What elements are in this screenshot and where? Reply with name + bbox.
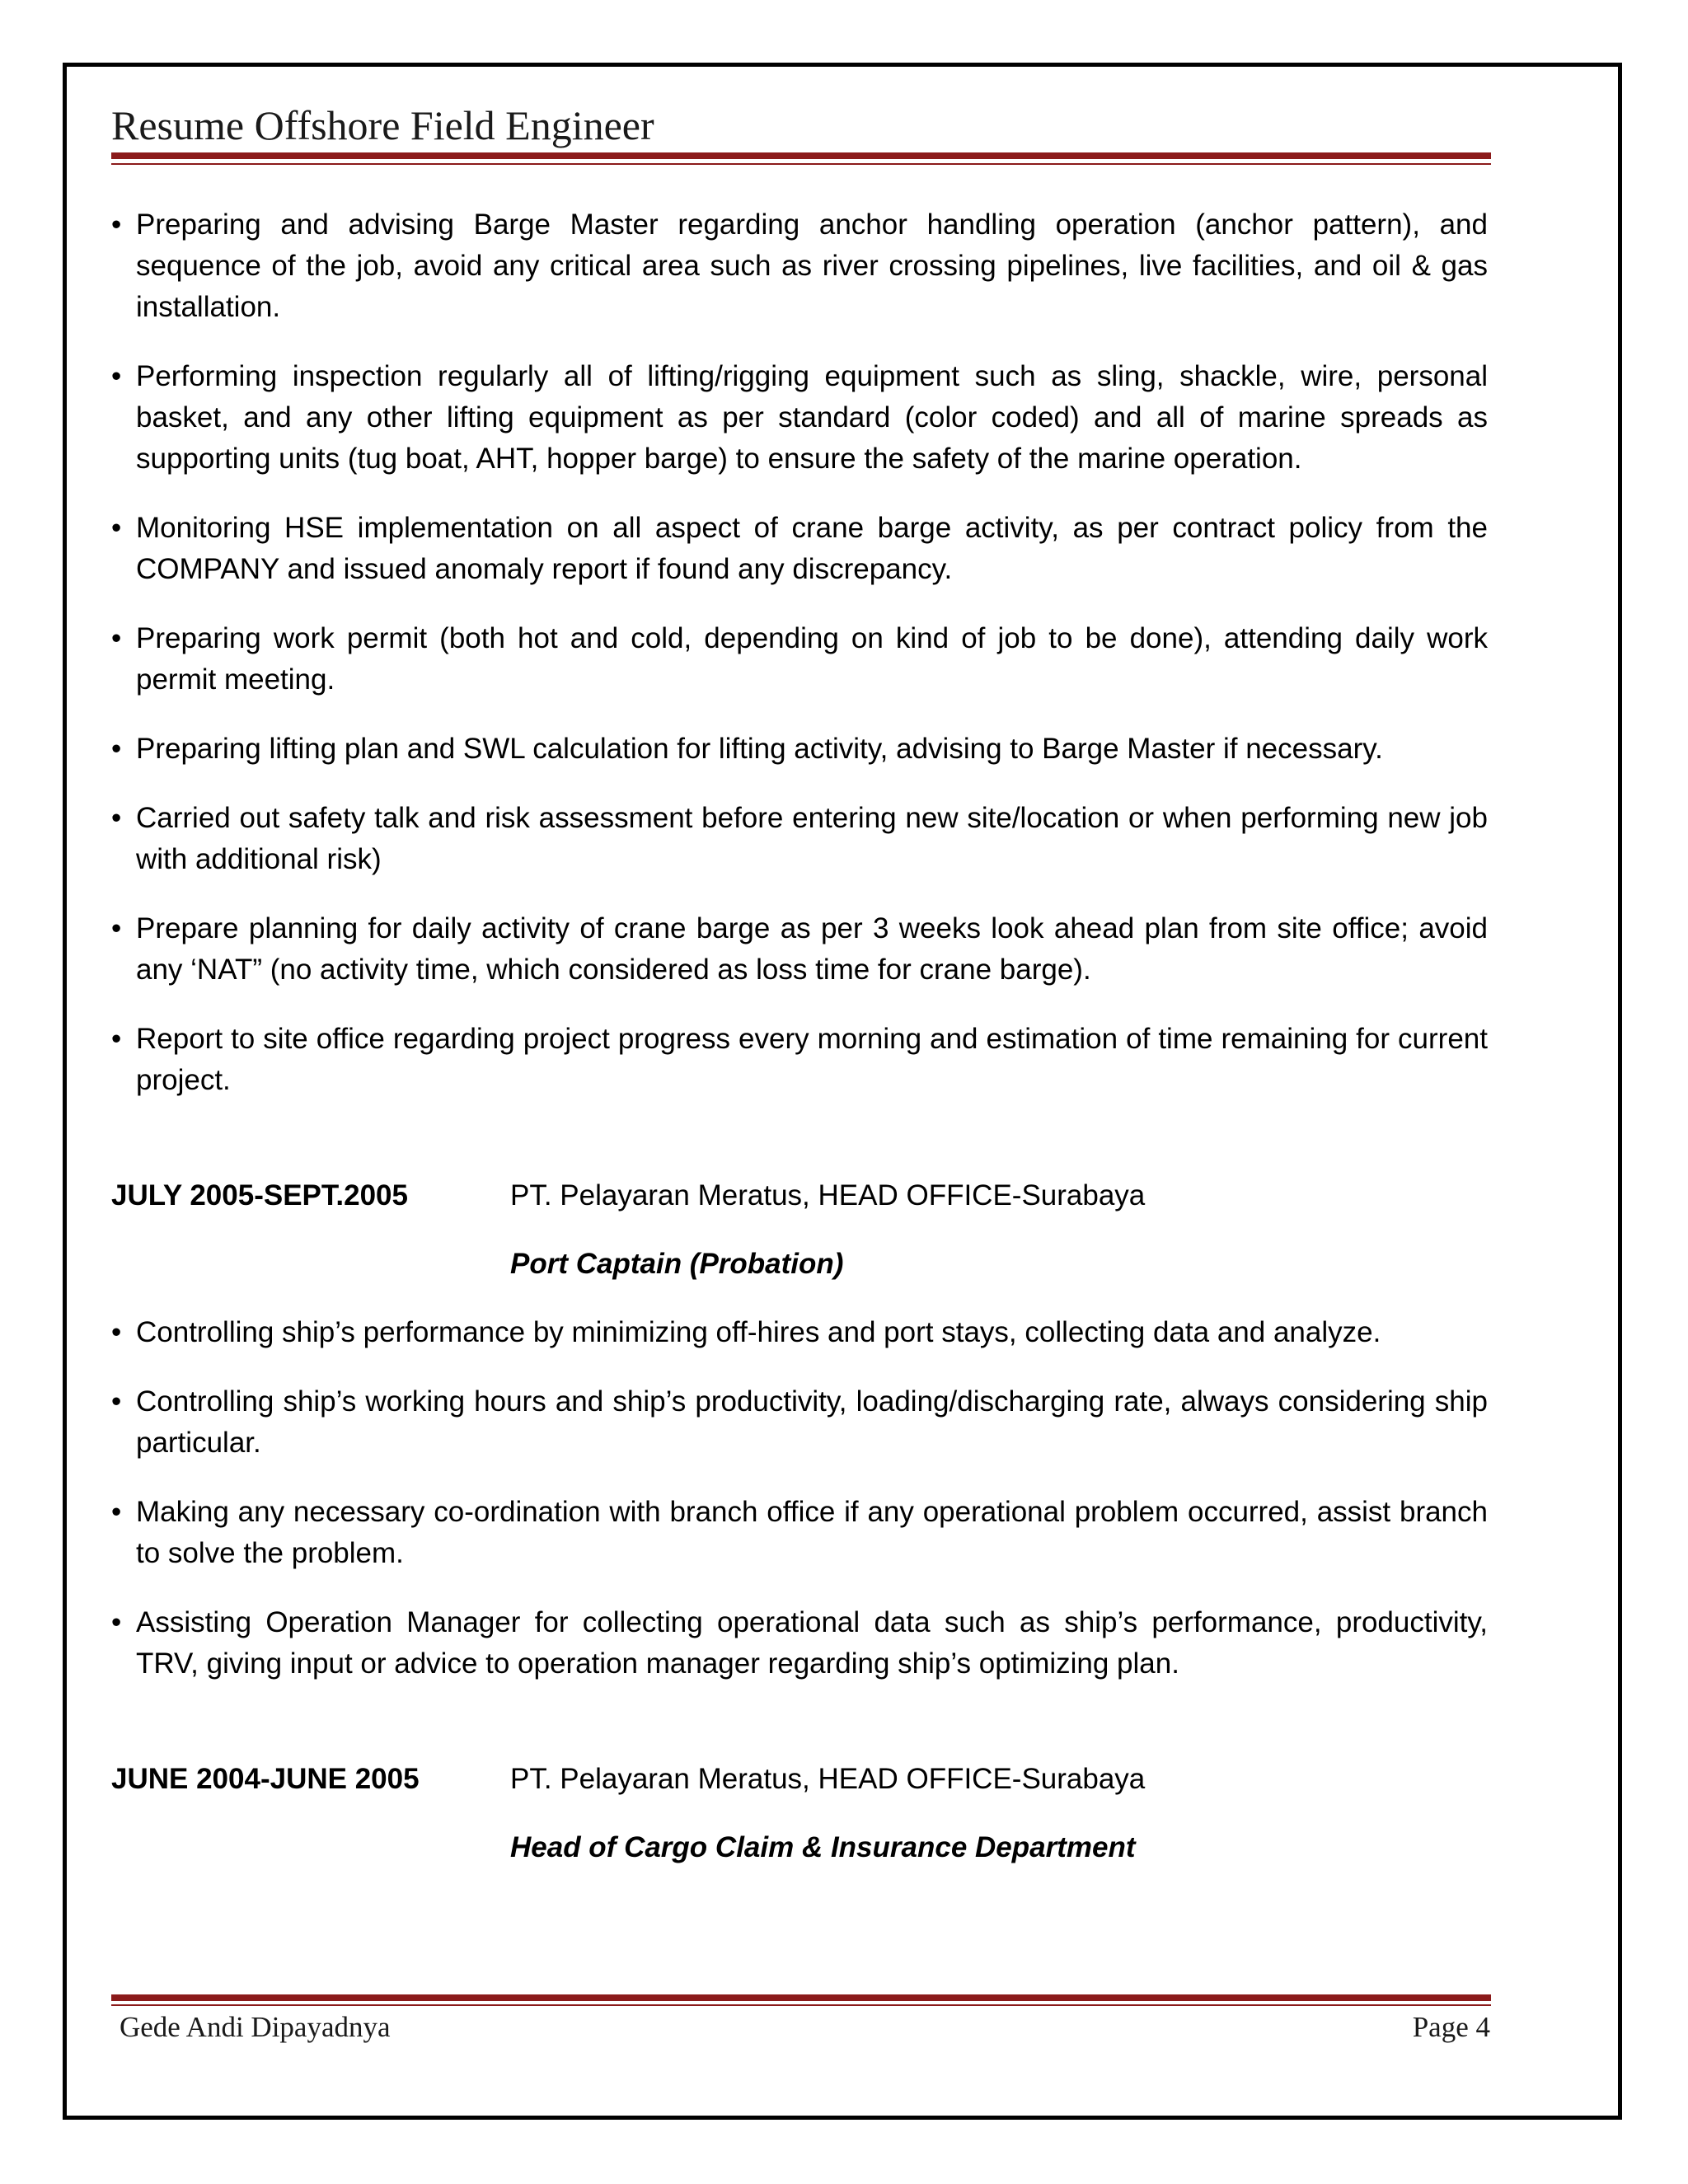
bullet-text: Assisting Operation Manager for collecting operational data such as ship’s performance, productivity, TRV, giving input or advice to operation manager regarding ship’s optimizing plan. xyxy=(136,1606,1488,1680)
job-header-row xyxy=(111,1175,1488,1216)
bullet-text: Making any necessary co-ordination with branch office if any operational problem occurred, assist branch to solve the problem. xyxy=(136,1496,1488,1569)
bullet-icon: • xyxy=(111,1496,122,1528)
duties-list-port-captain xyxy=(111,1312,1488,1685)
list-item xyxy=(111,618,1488,701)
list-item xyxy=(111,1602,1488,1685)
bullet-icon: • xyxy=(111,1606,122,1638)
header-rule-thin xyxy=(111,163,1491,165)
bullet-icon: • xyxy=(111,912,122,944)
list-item xyxy=(111,908,1488,991)
bullet-text: Performing inspection regularly all of lifting/rigging equipment such as sling, shackle, wire, personal basket, and any other lifting equipment as per standard (color coded) and all of marine spreads as supporting units (tug boat, AHT, hopper barge) to ensure the safety of the marine operation. xyxy=(136,360,1488,475)
bullet-text: Report to site office regarding project progress every morning and estimation of time remaining for current project. xyxy=(136,1023,1488,1096)
job-header-row xyxy=(111,1759,1488,1800)
bullet-icon: • xyxy=(111,360,122,392)
bullet-text: Carried out safety talk and risk assessment before entering new site/location or when performing new job with additional risk) xyxy=(136,802,1488,875)
job-entry-cargo-claim xyxy=(111,1759,1488,1868)
bullet-icon: • xyxy=(111,1023,122,1055)
bullet-icon: • xyxy=(111,622,122,654)
bullet-icon: • xyxy=(111,512,122,544)
duties-list-section1 xyxy=(111,204,1488,1101)
footer-rule-thin xyxy=(111,2004,1491,2006)
bullet-text: Prepare planning for daily activity of crane barge as per 3 weeks look ahead plan from site office; avoid any ‘NAT” (no activity time, which considered as loss time for crane barge). xyxy=(136,912,1488,986)
job-position: Head of Cargo Claim & Insurance Department xyxy=(510,1831,1136,1863)
bullet-icon: • xyxy=(111,1316,122,1348)
bullet-icon: • xyxy=(111,1385,122,1418)
list-item xyxy=(111,356,1488,480)
document-title: Resume Offshore Field Engineer xyxy=(111,102,654,148)
list-item xyxy=(111,729,1488,770)
list-item xyxy=(111,1312,1488,1353)
list-item xyxy=(111,1381,1488,1464)
bullet-text: Preparing work permit (both hot and cold, depending on kind of job to be done), attending daily work permit meeting. xyxy=(136,622,1488,696)
bullet-text: Controlling ship’s working hours and ship’s productivity, loading/discharging rate, always considering ship particular. xyxy=(136,1385,1488,1459)
job-position: Port Captain (Probation) xyxy=(510,1248,844,1280)
bullet-text: Preparing lifting plan and SWL calculation for lifting activity, advising to Barge Master if necessary. xyxy=(136,733,1383,765)
bullet-text: Preparing and advising Barge Master regarding anchor handling operation (anchor pattern), and sequence of the job, avoid any critical area such as river crossing pipelines, live facilities, and oil & gas installation. xyxy=(136,209,1488,323)
list-item xyxy=(111,798,1488,880)
list-item xyxy=(111,1019,1488,1101)
footer-page-number: Page 4 xyxy=(1412,2011,1490,2043)
job-dates: JULY 2005-SEPT.2005 xyxy=(111,1179,408,1212)
list-item xyxy=(111,1492,1488,1574)
bullet-icon: • xyxy=(111,733,122,765)
bullet-text: Controlling ship’s performance by minimizing off-hires and port stays, collecting data and analyze. xyxy=(136,1316,1381,1348)
job-company: PT. Pelayaran Meratus, HEAD OFFICE-Surabaya xyxy=(510,1763,1146,1795)
resume-content xyxy=(111,204,1488,1896)
footer-author-name: Gede Andi Dipayadnya xyxy=(120,2011,391,2043)
job-entry-port-captain xyxy=(111,1175,1488,1685)
job-company: PT. Pelayaran Meratus, HEAD OFFICE-Surabaya xyxy=(510,1179,1146,1212)
list-item xyxy=(111,508,1488,590)
job-dates: JUNE 2004-JUNE 2005 xyxy=(111,1763,420,1795)
bullet-text: Monitoring HSE implementation on all aspect of crane barge activity, as per contract policy from the COMPANY and issued anomaly report if found any discrepancy. xyxy=(136,512,1488,585)
bullet-icon: • xyxy=(111,209,122,241)
bullet-icon: • xyxy=(111,802,122,834)
footer-rule-thick xyxy=(111,1994,1491,2001)
list-item xyxy=(111,204,1488,328)
header-rule-thick xyxy=(111,152,1491,159)
